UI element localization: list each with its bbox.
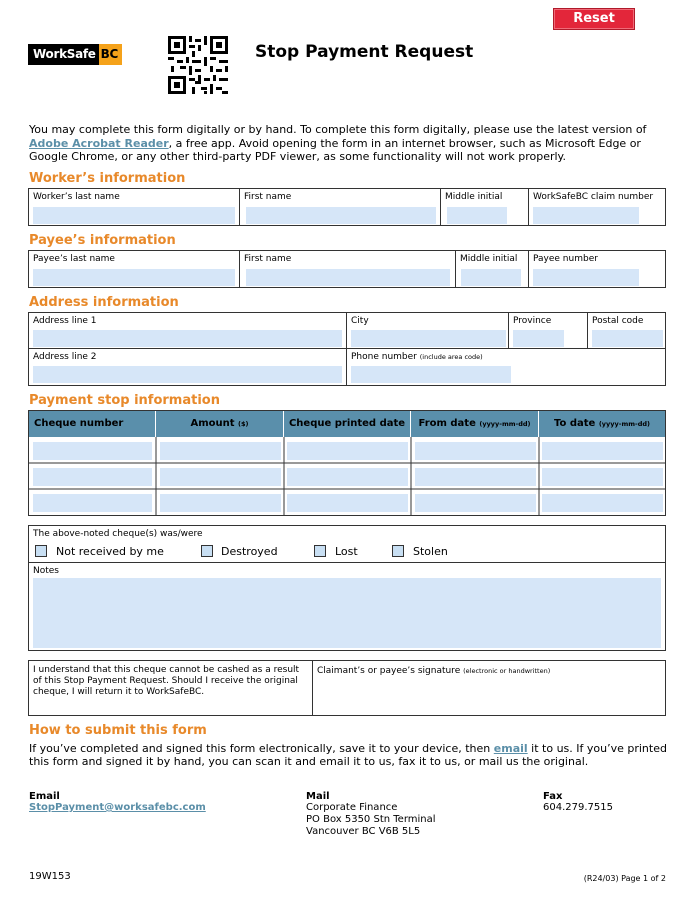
phone-input[interactable]	[351, 366, 511, 383]
mail-line-3: Vancouver BC V6B 5L5	[306, 826, 421, 837]
col-to-date	[539, 411, 665, 437]
payee-number-label: Payee number	[533, 254, 598, 264]
email-address-link[interactable]: StopPayment@worksafebc.com	[29, 802, 206, 813]
fax-heading: Fax	[543, 791, 563, 802]
row1-printed-date-input[interactable]	[287, 442, 408, 460]
payee-first-name-label: First name	[244, 254, 292, 264]
row3-printed-date-input[interactable]	[287, 494, 408, 512]
form-id: 19W153	[29, 871, 71, 882]
worker-middle-initial-input[interactable]	[447, 207, 507, 224]
notes-textarea[interactable]	[33, 578, 661, 648]
email-heading: Email	[29, 791, 60, 802]
email-contact	[29, 791, 206, 814]
row2-printed-date-input[interactable]	[287, 468, 408, 486]
worker-claim-number-label: WorkSafeBC claim number	[533, 192, 654, 202]
signature-note: (electronic or handwritten)	[463, 667, 551, 675]
row3-cheque-number-input[interactable]	[33, 494, 152, 512]
payee-middle-initial-cell	[456, 251, 529, 287]
lost-label: Lost	[335, 545, 358, 558]
phone-label	[351, 352, 483, 362]
address-heading: Address information	[29, 295, 179, 310]
city-label: City	[351, 316, 369, 326]
qr-code-icon	[168, 36, 228, 94]
status-row	[29, 526, 665, 563]
payee-first-name-input[interactable]	[246, 269, 450, 286]
worker-middle-initial-label: Middle initial	[445, 192, 503, 202]
worksafebc-logo	[28, 44, 143, 65]
row3-from-date-input[interactable]	[415, 494, 536, 512]
declaration-section	[28, 660, 666, 716]
city-cell	[347, 313, 509, 348]
phone-cell	[347, 349, 665, 385]
howto-text-before: If you’ve completed and signed this form electronically, save it to your device, then	[29, 742, 494, 755]
payee-middle-initial-input[interactable]	[461, 269, 521, 286]
status-label: The above-noted cheque(s) was/were	[33, 529, 203, 539]
worker-middle-initial-cell	[441, 189, 529, 225]
row3-to-date-input[interactable]	[542, 494, 663, 512]
mail-contact	[306, 791, 436, 838]
stolen-checkbox[interactable]	[392, 545, 404, 557]
province-label: Province	[513, 316, 552, 326]
payment-heading: Payment stop information	[29, 393, 220, 408]
fax-contact	[543, 791, 613, 814]
mail-line-2: PO Box 5350 Stn Terminal	[306, 814, 436, 825]
col-from-date-format: (yyyy-mm-dd)	[479, 420, 531, 428]
signature-cell[interactable]	[313, 661, 665, 715]
payee-section	[28, 250, 666, 288]
page-info: (R24/03) Page 1 of 2	[583, 874, 666, 883]
address-line1-label: Address line 1	[33, 316, 97, 326]
row2-to-date-input[interactable]	[542, 468, 663, 486]
address-line1-cell	[29, 313, 347, 348]
postal-code-label: Postal code	[592, 316, 644, 326]
worker-last-name-input[interactable]	[33, 207, 235, 224]
signature-label	[317, 666, 550, 676]
payee-first-name-cell	[240, 251, 456, 287]
address-line1-input[interactable]	[33, 330, 342, 347]
payee-last-name-input[interactable]	[33, 269, 235, 286]
row2-cheque-number-input[interactable]	[33, 468, 152, 486]
workers-heading: Worker’s information	[29, 171, 186, 186]
row1-from-date-input[interactable]	[415, 442, 536, 460]
page-title: Stop Payment Request	[255, 42, 474, 62]
row2-from-date-input[interactable]	[415, 468, 536, 486]
address-row-2	[29, 349, 665, 385]
col-amount-label: Amount	[190, 418, 235, 429]
payee-number-input[interactable]	[533, 269, 639, 286]
row2-amount-input[interactable]	[160, 468, 281, 486]
payee-last-name-label: Payee’s last name	[33, 254, 115, 264]
destroyed-checkbox[interactable]	[201, 545, 213, 557]
payment-table-header	[29, 411, 665, 437]
reset-button[interactable]: Reset	[553, 8, 635, 30]
email-link[interactable]: email	[493, 742, 528, 755]
phone-note: (include area code)	[419, 353, 483, 361]
worker-first-name-label: First name	[244, 192, 292, 202]
col-from-date-label: From date	[418, 418, 476, 429]
col-to-date-format: (yyyy-mm-dd)	[598, 420, 650, 428]
logo-text-left: WorkSafe	[28, 44, 99, 65]
signature-label-text: Claimant’s or payee’s signature	[317, 666, 461, 676]
col-from-date	[411, 411, 539, 437]
mail-heading: Mail	[306, 791, 330, 802]
payment-table	[28, 410, 666, 516]
intro-text-before: You may complete this form digitally or by hand. To complete this form digitally, please use the latest version of	[29, 123, 647, 136]
address-line2-label: Address line 2	[33, 352, 97, 362]
col-amount	[156, 411, 284, 437]
row3-amount-input[interactable]	[160, 494, 281, 512]
row1-cheque-number-input[interactable]	[33, 442, 152, 460]
province-input[interactable]	[513, 330, 564, 347]
address-row-1	[29, 313, 665, 349]
row1-to-date-input[interactable]	[542, 442, 663, 460]
worker-first-name-input[interactable]	[246, 207, 436, 224]
fax-number: 604.279.7515	[543, 802, 613, 813]
stolen-label: Stolen	[413, 545, 448, 558]
worker-last-name-cell	[29, 189, 240, 225]
declaration-text: I understand that this cheque cannot be cashed as a result of this Stop Payment Request. Should I receive the original cheque, I will return it to WorkSafeBC.	[33, 665, 300, 697]
worker-first-name-cell	[240, 189, 441, 225]
adobe-reader-link[interactable]: Adobe Acrobat Reader	[29, 136, 169, 150]
payee-number-cell	[529, 251, 665, 287]
howto-heading: How to submit this form	[29, 723, 207, 738]
not-received-label: Not received by me	[56, 545, 164, 558]
logo-text-right: BC	[99, 44, 122, 65]
notes-row	[29, 563, 665, 650]
city-input[interactable]	[351, 330, 506, 347]
worker-claim-number-cell	[529, 189, 665, 225]
howto-text	[29, 742, 669, 768]
intro-text-after: , a free app. Avoid opening the form in an internet browser, such as Microsoft Edge or Google Chrome, or any other third-party PDF viewer, as some functionality will not work properly.	[29, 136, 641, 163]
worker-claim-number-input[interactable]	[533, 207, 639, 224]
col-amount-unit: ($)	[238, 420, 249, 428]
payee-last-name-cell	[29, 251, 240, 287]
payment-table-body	[29, 437, 665, 515]
province-cell	[509, 313, 588, 348]
notes-label: Notes	[33, 566, 59, 576]
worker-last-name-label: Worker’s last name	[33, 192, 120, 202]
row1-amount-input[interactable]	[160, 442, 281, 460]
declaration-cell	[29, 661, 313, 715]
payee-middle-initial-label: Middle initial	[460, 254, 518, 264]
col-printed-date: Cheque printed date	[284, 411, 411, 437]
mail-line-1: Corporate Finance	[306, 802, 398, 813]
address-line2-cell	[29, 349, 347, 385]
payee-heading: Payee’s information	[29, 233, 176, 248]
address-line2-input[interactable]	[33, 366, 342, 383]
address-section	[28, 312, 666, 386]
destroyed-label: Destroyed	[221, 545, 278, 558]
phone-label-text: Phone number	[351, 352, 417, 362]
not-received-checkbox[interactable]	[35, 545, 47, 557]
postal-code-input[interactable]	[592, 330, 663, 347]
col-to-date-label: To date	[554, 418, 596, 429]
col-cheque-number: Cheque number	[29, 411, 156, 437]
status-section	[28, 525, 666, 651]
howto-text-after: it to us. If you’ve printed this form and signed it by hand, you can scan it and email it to us, fax it to us, or mail us the original.	[29, 742, 667, 768]
intro-text	[29, 123, 669, 164]
postal-code-cell	[588, 313, 665, 348]
workers-section	[28, 188, 666, 226]
lost-checkbox[interactable]	[314, 545, 326, 557]
